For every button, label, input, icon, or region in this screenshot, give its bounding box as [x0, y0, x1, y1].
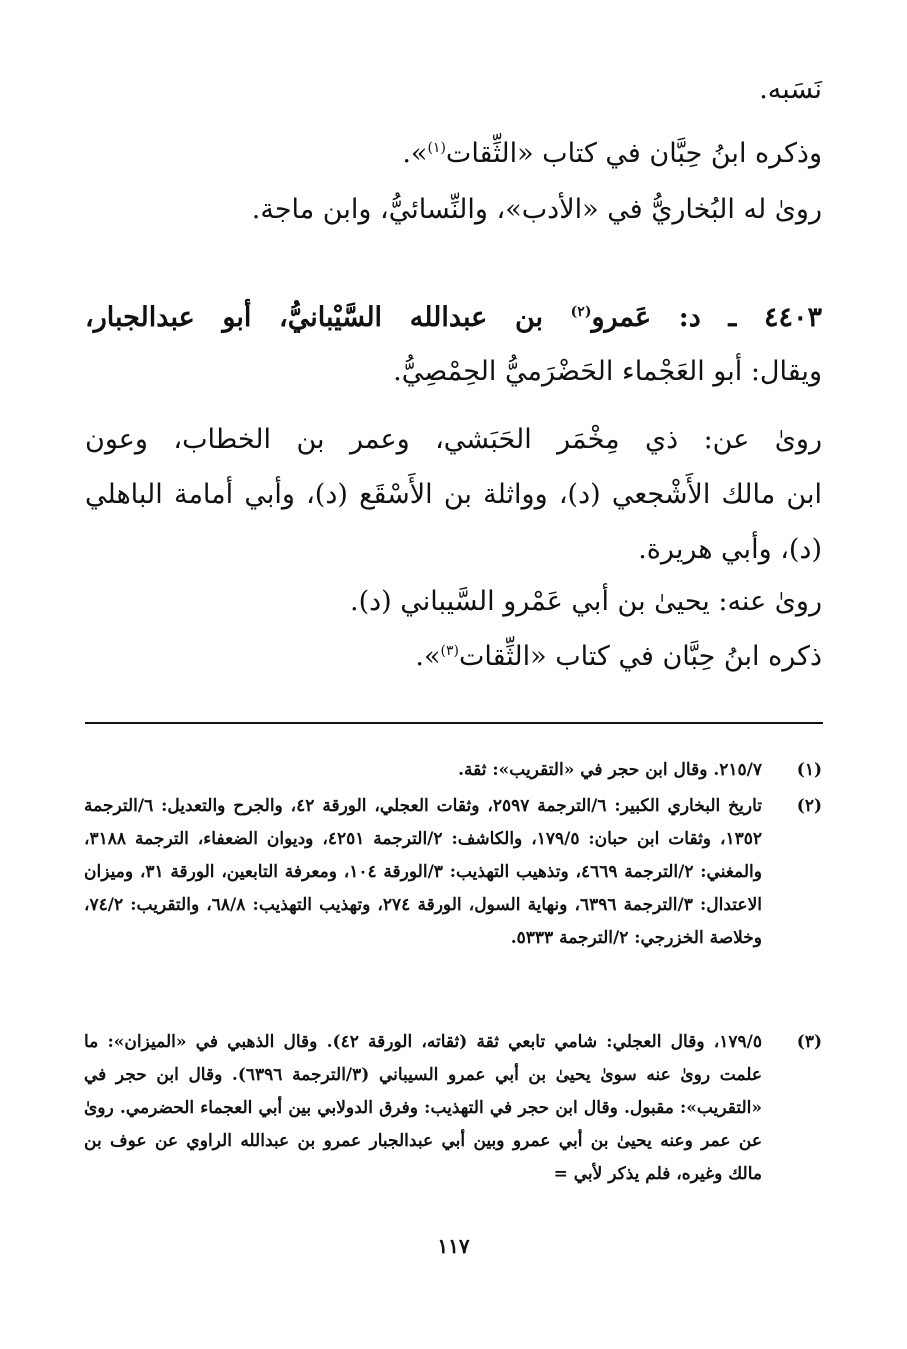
footnote-3 — [84, 1026, 822, 1191]
footnote-text: تاريخ البخاري الكبير: ٦/الترجمة ٢٥٩٧، وثقات العجلي، الورقة ٤٢، والجرح والتعديل: ٦/الترجمة ١٣٥٢، وثقات ابن حبان: ١٧٩/٥، والكاشف: ٢/الترجمة ٤٢٥١، وديوان الضعفاء، الترجمة ٣١٨٨، والمغني: ٢/الترجمة ٤٦٦٩، وتذهيب التهذيب: ٣/الورقة ١٠٤، ومعرفة التابعين، الورقة ٣١، وميزان الاعتدال: ٣/الترجمة ٦٣٩٦، ونهاية السول، الورقة ٢٧٤، وتهذيب التهذيب: ٦٨/٨، والتقريب: ٧٤/٢، وخلاصة الخزرجي: ٢/الترجمة ٥٣٣٣. — [84, 796, 762, 948]
text-line-10-close: ». — [415, 641, 441, 672]
text-line-2-close: ». — [402, 138, 428, 169]
footnote-ref-1: (١) — [427, 140, 446, 156]
text-line-3: روىٰ له البُخاريُّ في «الأدب»، والنِّسائيُّ، وابن ماجة. — [251, 194, 822, 225]
footnote-number: (١) — [796, 760, 822, 780]
footnote-divider — [85, 722, 823, 724]
entry-heading-main: ٤٤٠٣ ـ د: عَمرو — [591, 302, 822, 333]
entry-heading-rest: بن عبدالله السَّيْبانيُّ، أبو عبدالجبار، — [85, 302, 571, 333]
footnote-ref-2: (٢) — [570, 304, 592, 320]
narrated-from-line-1: روىٰ عن: ذي مِخْمَر الحَبَشي، وعمر بن الخطاب، وعون — [85, 424, 822, 455]
narrated-from-line-3: (د)، وأبي هريرة. — [638, 534, 822, 565]
entry-heading-line — [85, 298, 822, 338]
text-line-2 — [402, 134, 822, 174]
text-line-10-main: ذكره ابنُ حِبَّان في كتاب «الثِّقات — [458, 641, 822, 672]
footnote-text: ٢١٥/٧. وقال ابن حجر في «التقريب»: ثقة. — [458, 760, 762, 780]
footnote-number: (٢) — [796, 796, 822, 816]
narrated-by-line: روىٰ عنه: يحيىٰ بن أبي عَمْرو السَّيباني (د). — [350, 586, 822, 617]
footnote-number: (٣) — [796, 1032, 822, 1052]
text-line-10 — [415, 637, 822, 677]
entry-kunya-line: ويقال: أبو العَجْماء الحَضْرَميُّ الحِمْصِيُّ. — [393, 356, 822, 387]
footnote-1 — [84, 754, 822, 787]
footnote-text: ١٧٩/٥، وقال العجلي: شامي تابعي ثقة (ثقاته، الورقة ٤٢). وقال الذهبي في «الميزان»: ما علمت روىٰ عنه سوىٰ يحيىٰ بن أبي عمرو السيباني (٣/الترجمة ٦٣٩٦). وقال ابن حجر في «التقريب»: مقبول. وقال ابن حجر في التهذيب: وفرق الدولابي بين أبي العجماء الحضرمي. روىٰ عن عمر وعنه يحيىٰ بن أبي عمرو وبين أبي عبدالجبار عمرو بن عبدالله الراوي عن عوف بن مالك وغيره، فلم يذكر لأبي = — [84, 1032, 762, 1184]
page-number: ١١٧ — [437, 1234, 470, 1258]
text-line-2-main: وذكره ابنُ حِبَّان في كتاب «الثِّقات — [445, 138, 822, 169]
narrated-from-line-2: ابن مالك الأَشْجعي (د)، وواثلة بن الأَسْقَع (د)، وأبي أمامة الباهلي — [85, 479, 822, 510]
footnote-2 — [84, 790, 822, 955]
text-line-1: نَسَبه. — [759, 74, 822, 105]
footnote-ref-3: (٣) — [440, 643, 459, 659]
